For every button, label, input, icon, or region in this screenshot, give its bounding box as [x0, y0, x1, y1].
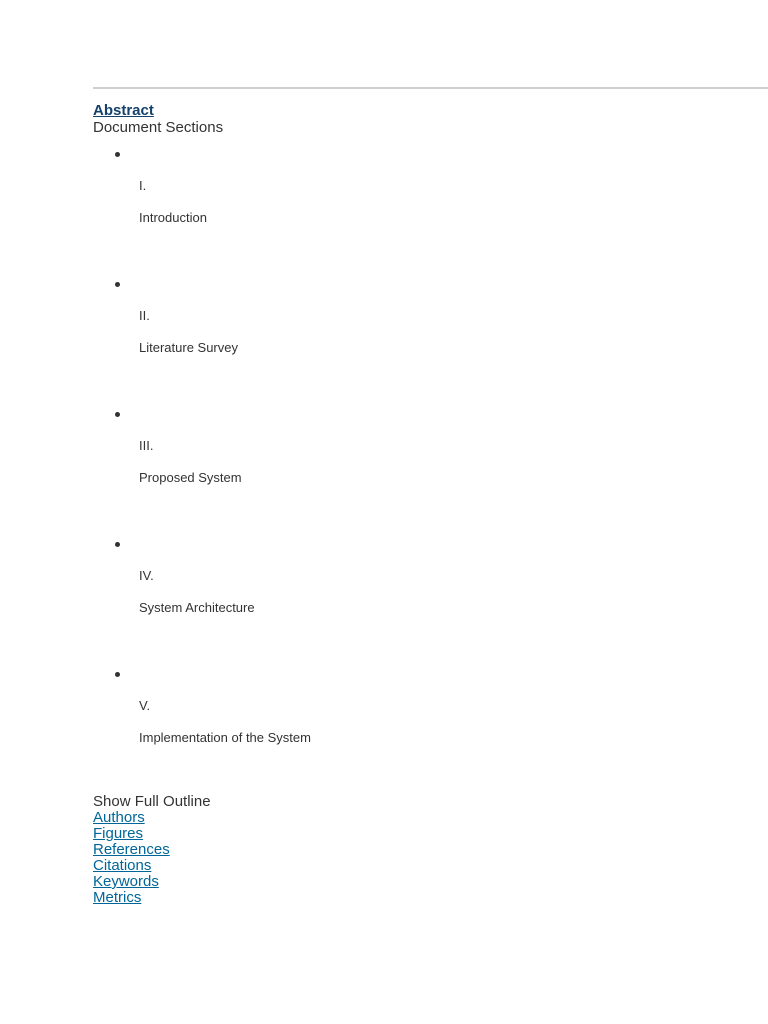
show-full-outline-button[interactable]: Show Full Outline: [93, 793, 211, 810]
abstract-link[interactable]: Abstract: [93, 102, 154, 119]
authors-link[interactable]: Authors: [93, 809, 145, 826]
metrics-link[interactable]: Metrics: [93, 889, 142, 906]
section-item-1[interactable]: [93, 136, 753, 266]
bullet-icon: [115, 412, 120, 417]
document-outline-panel: [93, 102, 753, 906]
section-title[interactable]: Introduction: [139, 210, 207, 225]
section-item-4[interactable]: [93, 526, 753, 656]
section-number: I.: [139, 178, 147, 193]
section-number: IV.: [139, 568, 154, 583]
section-item-3[interactable]: [93, 396, 753, 526]
section-item-5[interactable]: [93, 656, 753, 786]
section-number: V.: [139, 698, 151, 713]
section-item-2[interactable]: [93, 266, 753, 396]
section-title[interactable]: Literature Survey: [139, 340, 238, 355]
bullet-icon: [115, 152, 120, 157]
figures-link[interactable]: Figures: [93, 825, 144, 842]
bullet-icon: [115, 282, 120, 287]
document-sections-heading: Document Sections: [93, 119, 224, 136]
bullet-icon: [115, 672, 120, 677]
bullet-icon: [115, 542, 120, 547]
references-link[interactable]: References: [93, 841, 170, 858]
section-number: II.: [139, 308, 150, 323]
keywords-link[interactable]: Keywords: [93, 873, 159, 890]
section-number: III.: [139, 438, 154, 453]
section-title[interactable]: System Architecture: [139, 600, 255, 615]
section-title[interactable]: Implementation of the System: [139, 730, 311, 745]
document-sections-list: [93, 136, 753, 786]
top-divider: [93, 87, 768, 89]
citations-link[interactable]: Citations: [93, 857, 152, 874]
section-title[interactable]: Proposed System: [139, 470, 242, 485]
